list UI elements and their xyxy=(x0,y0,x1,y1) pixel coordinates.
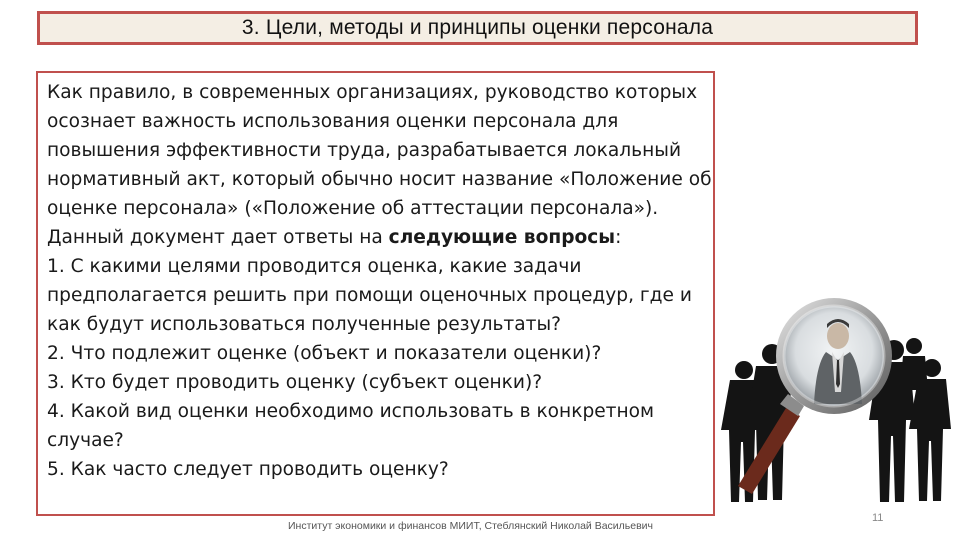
list-item-5: 5. Как часто следует проводить оценку? xyxy=(47,459,449,480)
footer-text: Институт экономики и финансов МИИТ, Стеблянский Николай Васильевич xyxy=(288,520,653,532)
slide-title-bar xyxy=(37,11,918,45)
intro-paragraph xyxy=(47,78,712,252)
magnifier-over-crowd-icon xyxy=(718,280,960,510)
intro-text: Как правило, в современных организациях, руководство которых осознает важность использования оценки персонала для повышения эффективности труда, разрабатывается локальный нормативный акт, который обычно носит название «Положение об оценке персонала» («Положение об аттестации персонала»). Данный документ дает ответы на xyxy=(47,82,712,248)
list-item-4: 4. Какой вид оценки необходимо использовать в конкретном случае? xyxy=(47,401,655,451)
list-item-3: 3. Кто будет проводить оценку (субъект оценки)? xyxy=(47,372,543,393)
intro-colon: : xyxy=(615,227,622,248)
content-box xyxy=(36,71,715,516)
page-number: 11 xyxy=(872,512,884,524)
list-item-2: 2. Что подлежит оценке (объект и показатели оценки)? xyxy=(47,343,602,364)
list-item-1: 1. С какими целями проводится оценка, какие задачи предполагается решить при помощи оценочных процедур, где и как будут использоваться полученные результаты? xyxy=(47,256,692,335)
intro-bold: следующие вопросы xyxy=(388,227,616,248)
body-text xyxy=(47,78,712,484)
slide-title: 3. Цели, методы и принципы оценки персонала xyxy=(241,16,714,39)
